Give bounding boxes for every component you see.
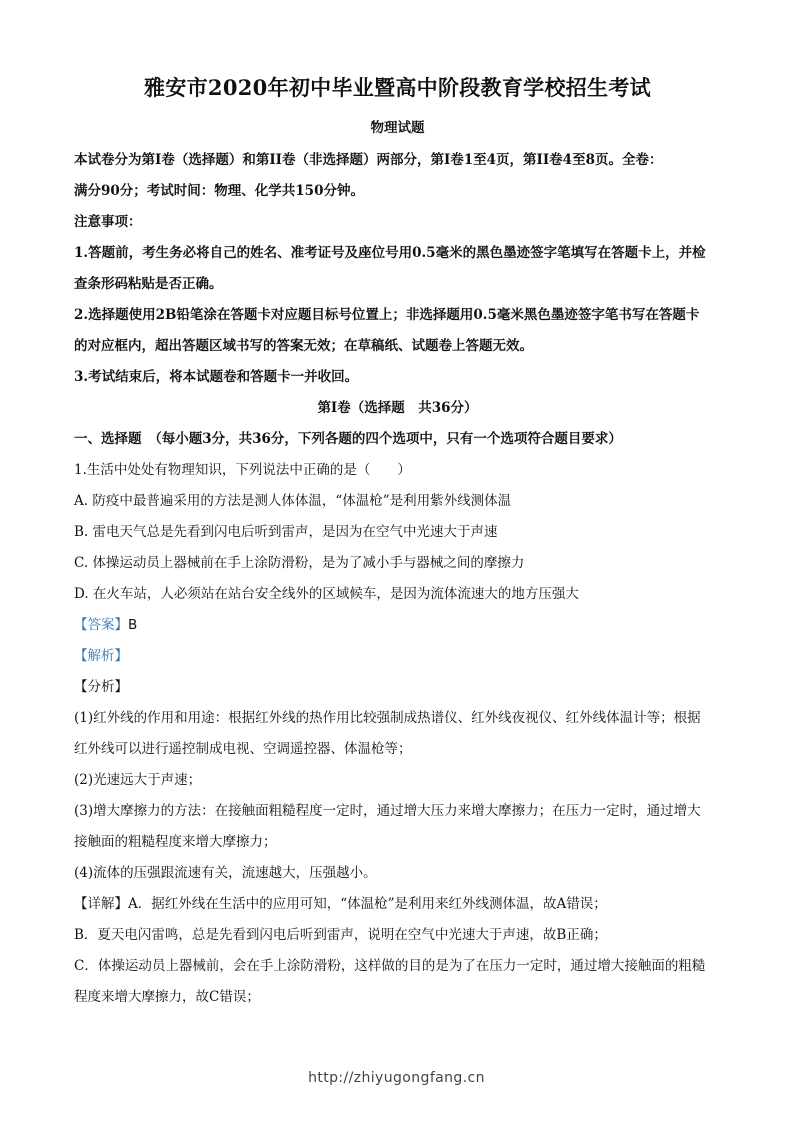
notice-1-line-1: 1.答题前，考生务必将自己的姓名、准考证号及座位号用0.5毫米的黑色墨迹签字笔填写在答题卡上，并检 xyxy=(74,245,706,261)
point-3-line-1: (3)增大摩擦力的方法：在接触面粗糙程度一定时，通过增大压力来增大摩擦力；在压力一定时，通过增大 xyxy=(74,803,701,819)
answer-tag: 【答案】 xyxy=(74,617,128,633)
answer-line xyxy=(74,610,721,641)
answer-value: B xyxy=(128,617,138,633)
point-4: (4)流体的压强跟流速有关，流速越大，压强越小。 xyxy=(74,865,377,881)
notice-3: 3.考试结束后，将本试题卷和答题卡一并收回。 xyxy=(74,369,359,385)
intro-line-2: 满分90分；考试时间：物理、化学共150分钟。 xyxy=(74,183,364,199)
option-a: A. 防疫中最普遍采用的方法是测人体体温，“体温枪”是利用紫外线测体温 xyxy=(74,493,512,509)
point-1-line-2: 红外线可以进行遥控制成电视、空调遥控器、体温枪等； xyxy=(74,741,412,757)
option-b: B. 雷电天气总是先看到闪电后听到雷声，是因为在空气中光速大于声速 xyxy=(74,524,498,540)
detail-b: B．夏天电闪雷鸣，总是先看到闪电后听到雷声，说明在空气中光速大于声速，故B正确； xyxy=(74,927,607,943)
notice-2-line-1: 2.选择题使用2B铅笔涂在答题卡对应题目标号位置上；非选择题用0.5毫米黑色墨迹签字笔书写在答题卡 xyxy=(74,307,700,323)
exam-title: 雅安市2020年初中毕业暨高中阶段教育学校招生考试 xyxy=(144,75,651,100)
detail-a: 【详解】A．据红外线在生活中的应用可知，“体温枪”是利用来红外线测体温，故A错误； xyxy=(74,896,607,912)
notice-heading: 注意事项： xyxy=(74,214,142,230)
detail-c-line-1: C．体操运动员上器械前，会在手上涂防滑粉，这样做的目的是为了在压力一定时，通过增大接触面的粗糙 xyxy=(74,958,706,974)
point-2: (2)光速远大于声速； xyxy=(74,772,202,788)
point-1-line-1: (1)红外线的作用和用途：根据红外线的热作用比较强制成热谱仪、红外线夜视仪、红外线体温计等；根据 xyxy=(74,710,701,726)
option-c: C. 体操运动员上器械前在手上涂防滑粉，是为了减小手与器械之间的摩擦力 xyxy=(74,555,525,571)
section-heading: 第I卷（选择题 共36分） xyxy=(317,400,478,416)
footer-url[interactable]: http://zhiyugongfang.cn xyxy=(308,1070,485,1086)
exam-subtitle: 物理试题 xyxy=(370,120,425,136)
intro-line-1: 本试卷分为第I卷（选择题）和第II卷（非选择题）两部分，第I卷1至4页，第II卷4至8页。全卷： xyxy=(74,152,663,168)
analysis-tag: 【解析】 xyxy=(74,648,128,664)
point-3-line-2: 接触面的粗糙程度来增大摩擦力； xyxy=(74,834,277,850)
option-d: D. 在火车站，人必须站在站台安全线外的区域候车，是因为流体流速大的地方压强大 xyxy=(74,586,579,602)
question-1-stem: 1.生活中处处有物理知识，下列说法中正确的是（ ） xyxy=(74,462,411,478)
notice-2-line-2: 的对应框内，超出答题区域书写的答案无效；在草稿纸、试题卷上答题无效。 xyxy=(74,338,533,354)
analysis-line xyxy=(74,641,721,672)
part-heading: 一、选择题 （每小题3分，共36分，下列各题的四个选项中，只有一个选项符合题目要求） xyxy=(74,431,622,447)
notice-1-line-2: 查条形码粘贴是否正确。 xyxy=(74,276,223,292)
detail-c-line-2: 程度来增大摩擦力，故C错误； xyxy=(74,989,260,1005)
fenxi-tag: 【分析】 xyxy=(74,679,128,695)
